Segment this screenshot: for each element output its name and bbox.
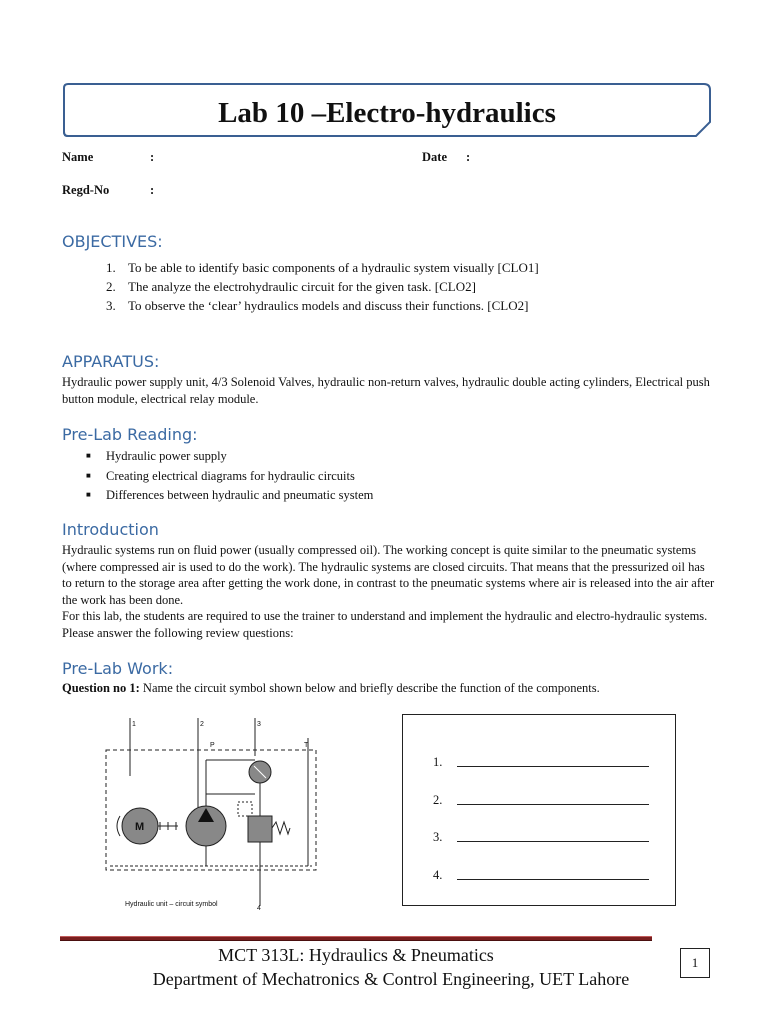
motor-label: M xyxy=(135,821,145,833)
prelab-work-heading: Pre-Lab Work: xyxy=(62,659,174,678)
reading-item: ■ Hydraulic power supply xyxy=(86,446,373,466)
t-label: T xyxy=(304,742,309,749)
objectives-heading: OBJECTIVES: xyxy=(62,232,163,251)
introduction-heading: Introduction xyxy=(62,520,159,539)
introduction-paragraph-1: Hydraulic systems run on fluid power (usually compressed oil). The working concept is quite similar to the pneumatic systems (where compressed air is used to do the work). The hydraulic systems are closed circuits. That means that the pressurized oil has to return to the storage area after getting the work done, in contrast to the pneumatic systems where air is released into the air after the work has been done. xyxy=(62,543,715,607)
apparatus-heading: APPARATUS: xyxy=(62,352,160,371)
objectives-list xyxy=(106,258,539,315)
page-number: 1 xyxy=(680,948,710,978)
objective-item: 3. To observe the ‘clear’ hydraulics models and discuss their functions. [CLO2] xyxy=(106,298,529,313)
answer-line[interactable]: 2. xyxy=(433,793,649,811)
answer-box xyxy=(402,714,676,906)
prelab-reading-heading: Pre-Lab Reading: xyxy=(62,425,198,444)
prelab-reading-list xyxy=(86,446,373,505)
date-label: Date xyxy=(422,150,447,164)
footer-department: Department of Mechatronics & Control Engineering, UET Lahore xyxy=(152,969,630,989)
date-colon: : xyxy=(466,150,471,164)
bullet-icon: ■ xyxy=(86,470,91,480)
footer-course: MCT 313L: Hydraulics & Pneumatics xyxy=(218,945,494,965)
page-title: Lab 10 –Electro-hydraulics xyxy=(218,97,556,129)
introduction-paragraph-2: For this lab, the students are required to use the trainer to understand and implement the hydraulic and electro-hydraulic systems. Please answer the following review questions: xyxy=(62,609,708,640)
objective-item: 1. To be able to identify basic components of a hydraulic system visually [CLO1] xyxy=(106,260,539,275)
question-text: Name the circuit symbol shown below and briefly describe the function of the components. xyxy=(139,681,600,695)
bullet-icon: ■ xyxy=(86,451,91,460)
footer-divider xyxy=(60,936,652,941)
port-label-2: 2 xyxy=(200,721,204,728)
regd-label: Regd-No xyxy=(62,183,110,197)
bullet-icon: ■ xyxy=(86,490,91,499)
answer-line[interactable]: 1. xyxy=(433,755,649,773)
reading-item: ■ Creating electrical diagrams for hydraulic circuits xyxy=(86,466,373,486)
apparatus-text: Hydraulic power supply unit, 4/3 Solenoid Valves, hydraulic non-return valves, hydraulic double acting cylinders, Electrical push button module, electrical relay module. xyxy=(62,375,710,406)
regd-colon: : xyxy=(150,183,155,197)
objective-item: 2. The analyze the electrohydraulic circuit for the given task. [CLO2] xyxy=(106,279,476,294)
title-banner xyxy=(62,82,712,138)
p-label: P xyxy=(210,742,215,749)
name-colon: : xyxy=(150,150,155,164)
reading-item: ■ Differences between hydraulic and pneumatic system xyxy=(86,485,373,505)
answer-line[interactable]: 4. xyxy=(433,868,649,886)
name-label: Name xyxy=(62,150,94,164)
diagram-caption: Hydraulic unit – circuit symbol xyxy=(125,901,218,908)
question-1 xyxy=(62,681,600,696)
port-label-4: 4 xyxy=(257,905,261,912)
hydraulic-unit-diagram xyxy=(100,716,330,916)
port-label-1: 1 xyxy=(132,721,136,728)
port-label-3: 3 xyxy=(257,721,261,728)
question-label: Question no 1: xyxy=(62,681,140,695)
answer-line[interactable]: 3. xyxy=(433,830,649,848)
